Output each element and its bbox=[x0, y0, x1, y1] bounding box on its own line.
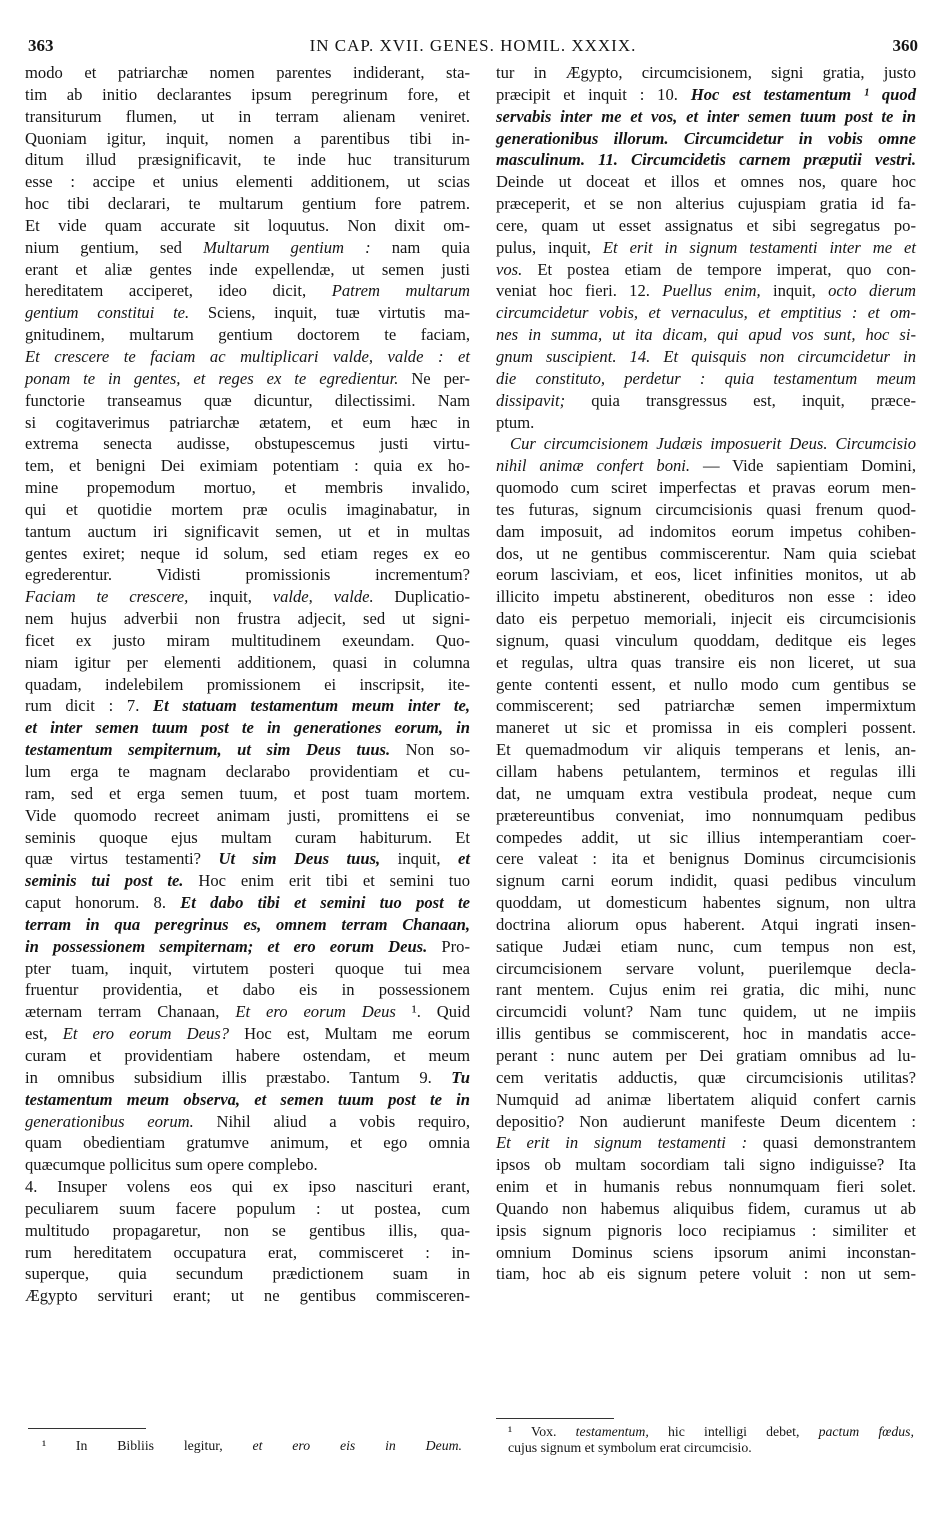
text-run: Hoc est testamentum ¹ quod bbox=[690, 84, 916, 104]
text-run: inquit, bbox=[188, 587, 273, 607]
text-line bbox=[496, 346, 916, 368]
text-line bbox=[496, 739, 916, 761]
text-line bbox=[25, 1067, 470, 1089]
page-number-right: 360 bbox=[892, 36, 918, 55]
text-line bbox=[496, 215, 916, 237]
text-run: Ægypto servituri erant; ut ne gentibus commisceren- bbox=[25, 1286, 470, 1306]
text-run: octo dierum bbox=[828, 281, 916, 301]
text-run: gente contenti essent, et nullo modo cum gentibus se bbox=[496, 674, 916, 694]
text-run: qui et quotidie mortem præ oculis imaginabatur, in bbox=[25, 499, 470, 519]
text-line bbox=[25, 215, 470, 237]
text-run: pactum fœdus, bbox=[818, 1424, 915, 1439]
text-run: cillam habens petulantem, terminos et regulas illi bbox=[496, 762, 916, 781]
text-line bbox=[25, 302, 470, 324]
text-line bbox=[25, 1220, 470, 1242]
text-line bbox=[496, 499, 916, 521]
text-run: gentes exiret; neque id solum, sed etiam reges ex eo bbox=[25, 543, 470, 563]
text-run: esse : accipe et unius elementi additionem, ut scias bbox=[25, 172, 470, 192]
footnote-line bbox=[42, 1438, 462, 1454]
text-line bbox=[25, 390, 470, 412]
text-line bbox=[25, 412, 470, 434]
text-line bbox=[25, 62, 470, 84]
text-run: gentium constitui te. bbox=[25, 303, 190, 323]
text-line bbox=[25, 1176, 470, 1198]
text-run: tantum auctum iri significavit semen, ut et in multas bbox=[25, 521, 470, 541]
text-run: generationibus illorum. Circumcidetur in vobis omne bbox=[496, 128, 916, 148]
text-run: Cur circumcisionem Judæis imposuerit Deus. Circumcisio bbox=[510, 434, 916, 454]
text-line bbox=[25, 914, 470, 936]
text-run: tim ab initio declarantes ipsum peregrinum fore, et bbox=[25, 84, 470, 104]
text-run: Et ero eorum Deus? bbox=[62, 1024, 230, 1044]
text-line bbox=[496, 1089, 916, 1111]
text-run: quadam, indelebilem promissionem ei inscripsit, ite- bbox=[25, 674, 470, 694]
text-run: multitudo propagaretur, non se gentibus illis, qua- bbox=[25, 1220, 470, 1240]
text-line bbox=[25, 848, 470, 870]
text-run: ipsos ob multam socordiam tali signo indiguisse? Ita bbox=[496, 1155, 916, 1175]
text-run: in omnibus subsidium illis præstabo. Tantum 9. bbox=[25, 1067, 452, 1087]
text-run: nihil animæ confert boni. bbox=[496, 456, 691, 476]
text-line bbox=[25, 1045, 470, 1067]
text-run: quia transgressus est, inquit, præce- bbox=[565, 390, 916, 410]
text-run: tem, et benigni Dei eximiam potentiam : quia ex ho- bbox=[25, 456, 470, 476]
text-run: depositio? Non audierunt manifeste Deum dicentem : bbox=[496, 1111, 916, 1131]
text-run: cem veritatis adductis, quæ circumcisionis utilitas? bbox=[496, 1067, 916, 1087]
text-run: cere, quam ut esset assignatus et sibi segregatus po- bbox=[496, 215, 916, 235]
text-line bbox=[25, 870, 470, 892]
text-run: nem hujus adverbii non frustra adjecit, sed ut signi- bbox=[25, 609, 470, 629]
text-line bbox=[496, 149, 916, 171]
text-run: Pro- bbox=[427, 936, 470, 956]
text-line bbox=[496, 62, 916, 84]
text-line bbox=[496, 979, 916, 1001]
footnote-rule-left bbox=[28, 1428, 146, 1429]
text-line bbox=[25, 717, 470, 739]
text-line bbox=[496, 783, 916, 805]
text-line bbox=[25, 1198, 470, 1220]
text-line bbox=[496, 455, 916, 477]
text-run: Et erit in signum testamenti : bbox=[496, 1133, 748, 1153]
text-run: caput honorum. 8. bbox=[25, 893, 181, 913]
text-run: Hoc est, Multam me eorum bbox=[229, 1024, 470, 1044]
text-run: lum erga te magnam declarabo providentiam et cu- bbox=[25, 762, 470, 781]
text-line bbox=[496, 1067, 916, 1089]
text-line bbox=[496, 914, 916, 936]
text-run: tes futuras, signum circumcisionis quasi frenum quod- bbox=[496, 499, 916, 519]
text-line bbox=[496, 608, 916, 630]
text-line bbox=[496, 1132, 916, 1154]
text-run: ¹. Quid bbox=[395, 1002, 470, 1022]
text-run: tur in Ægypto, circumcisionem, signi gratia, justo bbox=[496, 63, 916, 82]
text-run: et inter semen tuum post te in generationes eorum, in bbox=[25, 718, 470, 738]
text-run: maneret ut sic et promissa in eis compleri possent. bbox=[496, 718, 916, 738]
text-run: pulus, inquit, bbox=[496, 237, 603, 257]
text-run: Et statuam testamentum meum inter te, bbox=[153, 696, 470, 716]
text-line bbox=[25, 586, 470, 608]
text-run: dam imposuit, ad indomitos eorum impetus cohiben- bbox=[496, 521, 916, 541]
text-line bbox=[496, 324, 916, 346]
footnote-left bbox=[42, 1438, 462, 1454]
text-run: hereditatem acciperet, ideo dicit, bbox=[25, 281, 332, 301]
text-run: functorie transeamus quæ dicuntur, dilectissimi. Nam bbox=[25, 390, 470, 410]
text-run: Patrem multarum bbox=[331, 281, 471, 301]
text-run: testamentum meum observa, et semen tuum post te in bbox=[25, 1089, 470, 1109]
text-run: seminis quoque ejus multam curam habiturum. Et bbox=[25, 827, 470, 847]
text-line bbox=[25, 630, 470, 652]
text-run: signum, quasi vinculum quoddam, deditque eis leges bbox=[496, 630, 916, 650]
text-run: erant et aliæ gentes inde expellendæ, ut semen justi bbox=[25, 259, 470, 279]
text-run: signum carni eorum indidit, quasi pedibus vinculum bbox=[496, 871, 916, 891]
text-line bbox=[25, 805, 470, 827]
text-run: hoc tibi declarari, te multarum gentium fore patrem. bbox=[25, 194, 470, 214]
text-run: vos. bbox=[496, 259, 523, 279]
text-run: terram in qua peregrinus es, omnem terram Chanaan, bbox=[25, 914, 470, 934]
text-line bbox=[25, 324, 470, 346]
text-line bbox=[25, 84, 470, 106]
text-line bbox=[25, 652, 470, 674]
text-line bbox=[25, 455, 470, 477]
text-line bbox=[25, 1132, 470, 1154]
text-run: ponam te in gentes, et reges ex te egredientur. bbox=[25, 368, 399, 388]
text-run: quæ virtus testamenti? bbox=[25, 849, 219, 869]
text-run: 4. Insuper volens eos qui ex ipso nasciturі erant, bbox=[25, 1177, 470, 1197]
text-line bbox=[496, 1111, 916, 1133]
text-line bbox=[496, 1263, 916, 1285]
text-line bbox=[25, 958, 470, 980]
left-column bbox=[25, 62, 470, 1307]
text-line bbox=[25, 674, 470, 696]
text-run: commiscerent; sed patriarchæ semen impermixtum bbox=[496, 696, 916, 716]
text-line bbox=[496, 280, 916, 302]
text-line bbox=[25, 761, 470, 783]
text-run: illicito impetu abstinerent, obedituros non esse : ideo bbox=[496, 587, 916, 607]
text-line bbox=[25, 193, 470, 215]
text-line bbox=[25, 521, 470, 543]
text-line bbox=[25, 149, 470, 171]
text-run: rant mentem. Cujus enim rei gratia, dic mihi, nunc bbox=[496, 980, 916, 1000]
text-line bbox=[25, 1111, 470, 1133]
text-run: rum dicit : 7. bbox=[25, 696, 154, 716]
text-line bbox=[496, 106, 916, 128]
text-line bbox=[496, 543, 916, 565]
text-run: valde, valde. bbox=[272, 587, 374, 607]
text-run: circumcidi volunt? Nam tunc quidem, ut ne impiis bbox=[496, 1002, 916, 1022]
text-line bbox=[496, 390, 916, 412]
text-line bbox=[25, 1154, 470, 1176]
text-line bbox=[496, 827, 916, 849]
text-line bbox=[496, 1154, 916, 1176]
text-run: generationibus eorum. bbox=[25, 1111, 194, 1131]
text-run: inquit, bbox=[380, 849, 459, 869]
text-line bbox=[496, 630, 916, 652]
text-line bbox=[25, 477, 470, 499]
text-run: ipsis signum pignoris loco recipiamus : similiter et bbox=[496, 1220, 916, 1240]
text-run: circumcidetur vobis, et vernaculus, et emptitius : et om- bbox=[496, 303, 916, 323]
text-run: Et quemadmodum vir aliquis temperans et lenis, an- bbox=[496, 740, 916, 760]
text-run: dissipavit; bbox=[496, 390, 566, 410]
text-run: Puellus enim, bbox=[662, 281, 761, 301]
text-run: et bbox=[458, 849, 470, 869]
text-run: doctrina aliorum opus haberent. Atqui ingrati insen- bbox=[496, 914, 916, 934]
text-run: fruentur providentia, et dabo eis in possessionem bbox=[25, 980, 470, 1000]
text-run: dos, ut ne gentibus commiscerentur. Nam quia sciebat bbox=[496, 543, 916, 563]
text-run: ¹ In Bibliis legitur, bbox=[42, 1438, 253, 1453]
footnote-line bbox=[508, 1440, 914, 1456]
running-header bbox=[28, 36, 918, 60]
text-run: quæcumque pollicitus sum opere complebo. bbox=[25, 1155, 318, 1175]
text-run: si cogitaverimus patriarchæ ætatem, et eum hæc in bbox=[25, 412, 470, 432]
text-line bbox=[496, 259, 916, 281]
text-line bbox=[496, 477, 916, 499]
text-run: testamentum, bbox=[575, 1424, 649, 1439]
footnote-rule-right bbox=[496, 1418, 614, 1419]
text-line bbox=[496, 1045, 916, 1067]
text-run: Tu bbox=[451, 1067, 470, 1087]
text-line bbox=[25, 259, 470, 281]
text-line bbox=[25, 783, 470, 805]
text-line bbox=[496, 717, 916, 739]
text-line bbox=[25, 695, 470, 717]
text-line bbox=[496, 412, 916, 434]
text-run: Vide quomodo recreet animam justi, promittens ei se bbox=[25, 805, 470, 825]
text-run: hic intelligi debet, bbox=[648, 1424, 819, 1439]
text-run: circumcisionem servare volunt, puerilemque decla- bbox=[496, 958, 916, 978]
text-run: præcipit et inquit : 10. bbox=[496, 84, 691, 104]
text-run: egrederentur. Vidisti promissionis incrementum? bbox=[25, 565, 470, 585]
text-run: curam et providentiam habere ostendam, et meum bbox=[25, 1045, 470, 1065]
text-run: extrema senecta audisse, obstupescemus justi virtu- bbox=[25, 434, 470, 454]
text-line bbox=[25, 1242, 470, 1264]
text-run: Et erit in signum testamenti inter me et bbox=[602, 237, 916, 257]
text-run: inquit, bbox=[760, 281, 829, 301]
text-line bbox=[25, 237, 470, 259]
text-run: dat, ne umquam extra vestibula prodeat, neque cum bbox=[496, 783, 916, 803]
text-line bbox=[25, 1023, 470, 1045]
text-run: niam igitur per elementi additionem, quasi in columna bbox=[25, 652, 470, 672]
text-run: æternam terram Chanaan, bbox=[25, 1002, 236, 1022]
text-run: illis gentibus se commiscerent, hoc in mandatis acce- bbox=[496, 1024, 916, 1044]
text-run: peculiarem suum facere populum : ut postea, cum bbox=[25, 1198, 470, 1218]
text-run: gnum suscipient. 14. Et quisquis non circumcidetur in bbox=[496, 346, 916, 366]
text-run: est, bbox=[25, 1024, 63, 1044]
text-line bbox=[496, 848, 916, 870]
text-line bbox=[25, 936, 470, 958]
text-line bbox=[25, 739, 470, 761]
footnote-right bbox=[508, 1424, 914, 1456]
text-line bbox=[25, 827, 470, 849]
text-line bbox=[496, 674, 916, 696]
text-run: in possessionem sempiternam; et ero eorum Deus. bbox=[25, 936, 428, 956]
text-run: ptum. bbox=[496, 412, 535, 432]
text-run: rum hereditatem occupatura erat, commisceret : in- bbox=[25, 1242, 470, 1262]
text-line bbox=[25, 171, 470, 193]
text-line bbox=[496, 1220, 916, 1242]
text-line bbox=[25, 543, 470, 565]
text-run: ¹ Vox. bbox=[508, 1424, 576, 1439]
text-line bbox=[25, 106, 470, 128]
text-line bbox=[25, 1285, 470, 1307]
text-run: Faciam te crescere, bbox=[25, 587, 189, 607]
text-run: compedes addit, ut sic illius intemperantiam coer- bbox=[496, 827, 916, 847]
text-line bbox=[496, 521, 916, 543]
text-run: Ut sim Deus tuus, bbox=[218, 849, 381, 869]
text-line bbox=[25, 608, 470, 630]
text-run: quoddam, ut domesticum habentes signum, non ultra bbox=[496, 893, 916, 913]
text-line bbox=[496, 433, 916, 455]
text-run: quomodo cum sciret imperfectas et pravas eorum men- bbox=[496, 478, 916, 498]
text-run: pter tuam, inquit, virtutem posteri quoque tui mea bbox=[25, 958, 470, 978]
text-run: Hoc enim erit tibi et semini tuo bbox=[183, 871, 470, 891]
text-run: testamentum sempiternum, ut sim Deus tuus. bbox=[25, 740, 391, 760]
text-run: — Vide sapientiam Domini, bbox=[690, 456, 916, 476]
running-title: IN CAP. XVII. GENES. HOMIL. XXXIX. bbox=[309, 36, 637, 55]
text-line bbox=[25, 892, 470, 914]
text-run: Quando non habemus aliquibus fidem, curamus ut ab bbox=[496, 1198, 916, 1218]
text-run: Nihil aliud a vobis requiro, bbox=[193, 1111, 470, 1131]
text-line bbox=[496, 1023, 916, 1045]
text-line bbox=[25, 1001, 470, 1023]
text-run: omnium Dominus sciens ipsorum animi inconstan- bbox=[496, 1242, 916, 1262]
text-run: præceperit, et se non alterius cujuspiam gratia id fa- bbox=[496, 194, 916, 214]
text-line bbox=[25, 280, 470, 302]
text-line bbox=[25, 979, 470, 1001]
text-line bbox=[25, 128, 470, 150]
text-run: satique Judæi etiam nunc, cum tempus non est, bbox=[496, 936, 916, 956]
text-run: masculinum. 11. Circumcidetis carnem præputii vestri. bbox=[496, 150, 916, 170]
text-line bbox=[496, 652, 916, 674]
text-run: cujus signum et symbolum erat circumcisio. bbox=[508, 1440, 752, 1455]
text-run: ram, sed et erga semen tuum, et post tuam mortem. bbox=[25, 783, 470, 803]
text-line bbox=[25, 346, 470, 368]
text-run: gnitudinem, multarum gentium doctorem te faciam, bbox=[25, 325, 470, 345]
text-line bbox=[25, 433, 470, 455]
text-line bbox=[496, 128, 916, 150]
text-run: Et dabo tibi et semini tuo post te bbox=[180, 893, 470, 913]
text-run: ficet ex justo miram multitudinem exeundam. Quo- bbox=[25, 630, 470, 650]
text-run: et ero eis in Deum. bbox=[252, 1438, 463, 1453]
text-run: Quoniam igitur, inquit, nomen a parentibus tibi in- bbox=[25, 128, 470, 148]
text-line bbox=[25, 1089, 470, 1111]
text-run: tiam, hoc ab eis signum petere voluit : non ut sem- bbox=[496, 1264, 916, 1284]
text-run: quasi demonstrantem bbox=[747, 1133, 916, 1153]
text-line bbox=[496, 171, 916, 193]
text-line bbox=[496, 1176, 916, 1198]
text-run: et regulas, ultra quas transire eis non liceret, ut sua bbox=[496, 652, 916, 672]
text-line bbox=[496, 892, 916, 914]
text-run: die constituto, perdetur : quia testamentum meum bbox=[496, 368, 916, 388]
text-run: prætereuntibus conveniat, imo nonnumquam pedibus bbox=[496, 805, 916, 825]
text-line bbox=[496, 84, 916, 106]
text-line bbox=[496, 564, 916, 586]
text-run: Et postea etiam de tempore imperat, quo con- bbox=[522, 259, 916, 279]
text-line bbox=[496, 302, 916, 324]
text-run: nium gentium, sed bbox=[25, 237, 204, 257]
text-run: ditum illud præsignificavit, te inde huc transiturum bbox=[25, 150, 470, 170]
text-run: cere valeat : ita et benignus Dominus circumcisionis bbox=[496, 849, 916, 869]
text-line bbox=[25, 564, 470, 586]
text-line bbox=[496, 958, 916, 980]
text-run: eorum lasciviam, et eos, licet infinities monitos, ut ab bbox=[496, 565, 916, 585]
text-run: mine propemodum mortuo, et membris invalido, bbox=[25, 478, 470, 498]
text-run: servabis inter me et vos, et inter semen tuum post te in bbox=[496, 106, 916, 126]
text-run: Duplicatio- bbox=[373, 587, 470, 607]
page-number-left: 363 bbox=[28, 36, 54, 55]
text-run: enim et in humanis rebus nonnumquam fieri solet. bbox=[496, 1177, 916, 1197]
text-line bbox=[496, 870, 916, 892]
text-line bbox=[496, 193, 916, 215]
text-run: superque, quia secundum prædictionem suam in bbox=[25, 1264, 470, 1284]
text-run: Sciens, inquit, tuæ virtutis ma- bbox=[189, 303, 470, 323]
text-run: transiturum flumen, ut in terram alienam veniret. bbox=[25, 106, 470, 126]
right-column bbox=[496, 62, 916, 1285]
text-line bbox=[496, 1001, 916, 1023]
text-line bbox=[25, 499, 470, 521]
text-line bbox=[496, 695, 916, 717]
text-run: Deinde ut doceat et illos et omnes nos, quare hoc bbox=[496, 172, 916, 192]
text-line bbox=[496, 805, 916, 827]
text-run: Non so- bbox=[390, 740, 470, 760]
text-line bbox=[496, 1198, 916, 1220]
text-run: seminis tui post te. bbox=[25, 871, 184, 891]
text-run: nes in summa, ut ita dicam, qui apud vos sunt, hoc si- bbox=[496, 325, 916, 345]
text-run: veniat hoc fieri. 12. bbox=[496, 281, 663, 301]
text-run: Numquid ad animæ libertatem aliquid confert carnis bbox=[496, 1089, 916, 1109]
text-line bbox=[496, 761, 916, 783]
text-run: Ne per- bbox=[398, 368, 470, 388]
text-line bbox=[496, 1242, 916, 1264]
text-line bbox=[496, 586, 916, 608]
text-run: modo et patriarchæ nomen parentes indiderant, sta- bbox=[25, 63, 470, 82]
text-line bbox=[25, 368, 470, 390]
text-line bbox=[496, 368, 916, 390]
text-run: dato eis perpetuo memoriali, injecit eis circumcisionis bbox=[496, 609, 916, 629]
text-run: perant : nunc autem per Dei gratiam omnibus ad lu- bbox=[496, 1045, 916, 1065]
footnote-line bbox=[508, 1424, 914, 1440]
text-run: Et vide quam accurate sit loquutus. Non dixit om- bbox=[25, 215, 470, 235]
text-line bbox=[496, 936, 916, 958]
text-run: nam quia bbox=[370, 237, 470, 257]
text-run: quam obedientiam gratumve animum, et ego omnia bbox=[25, 1133, 470, 1153]
text-run: Et ero eorum Deus bbox=[235, 1002, 396, 1022]
text-line bbox=[496, 237, 916, 259]
text-run: Et crescere te faciam ac multiplicari valde, valde : et bbox=[25, 346, 470, 366]
text-run: Multarum gentium : bbox=[203, 237, 371, 257]
text-line bbox=[25, 1263, 470, 1285]
